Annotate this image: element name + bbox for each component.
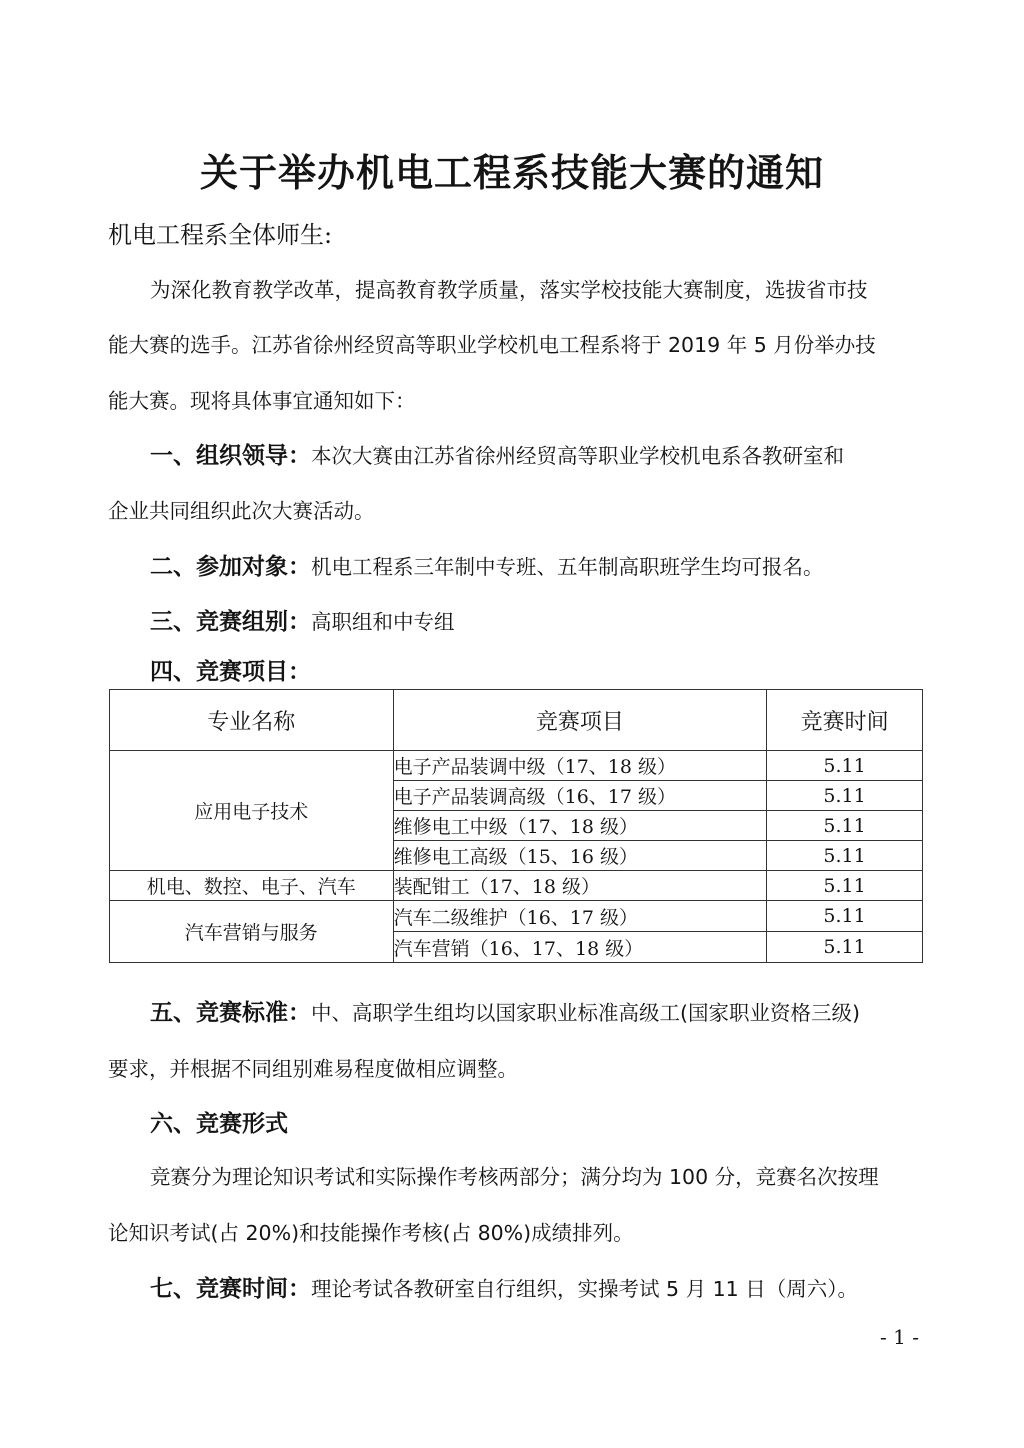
- column-header: 专业名称: [110, 690, 394, 751]
- section-text-continuation: 企业共同组织此次大赛活动。: [108, 499, 375, 523]
- section-text: 理论考试各教研室自行组织，实操考试 5 月 11 日（周六）。: [311, 1277, 858, 1301]
- section-groups: [150, 603, 962, 636]
- time-cell: 5.11: [767, 781, 923, 811]
- section-heading: 七、竞赛时间：: [150, 1276, 311, 1302]
- item-cell: 装配钳工（17、18 级）: [393, 871, 767, 901]
- section-text-continuation: 要求，并根据不同组别难易程度做相应调整。: [108, 1057, 518, 1081]
- section-heading: 六、竞赛形式: [150, 1111, 288, 1137]
- intro-line: 为深化教育教学改革，提高教育教学质量，落实学校技能大赛制度，选拔省市技: [150, 278, 868, 302]
- major-cell: 应用电子技术: [110, 751, 394, 871]
- section-heading: 一、组织领导：: [150, 443, 311, 469]
- competition-table: [109, 689, 923, 963]
- intro-line: 能大赛。现将具体事宜通知如下：: [108, 389, 416, 413]
- time-cell: 5.11: [767, 811, 923, 841]
- item-cell: 汽车营销（16、17、18 级）: [393, 932, 767, 963]
- page-number: - 1 -: [880, 1325, 919, 1349]
- section-standard: [150, 994, 962, 1027]
- item-cell: 维修电工中级（17、18 级）: [393, 811, 767, 841]
- time-cell: 5.11: [767, 871, 923, 901]
- section-participants: [150, 548, 962, 581]
- section-heading: 二、参加对象：: [150, 554, 311, 580]
- section-organization: [150, 437, 962, 470]
- salutation: 机电工程系全体师生:: [108, 221, 333, 249]
- table-row: [110, 901, 923, 932]
- section-text: 中、高职学生组均以国家职业标准高级工(国家职业资格三级): [311, 1001, 860, 1025]
- item-cell: 电子产品装调高级（16、17 级）: [393, 781, 767, 811]
- major-cell: 汽车营销与服务: [110, 901, 394, 963]
- item-cell: 电子产品装调中级（17、18 级）: [393, 751, 767, 781]
- section-heading: 三、竞赛组别：: [150, 609, 311, 635]
- time-cell: 5.11: [767, 751, 923, 781]
- section-text: 高职组和中专组: [311, 610, 455, 634]
- section-text: 本次大赛由江苏省徐州经贸高等职业学校机电系各教研室和: [311, 444, 844, 468]
- time-cell: 5.11: [767, 841, 923, 871]
- item-cell: 汽车二级维护（16、17 级）: [393, 901, 767, 932]
- document-title: 关于举办机电工程系技能大赛的通知: [199, 151, 824, 195]
- intro-line: 能大赛的选手。江苏省徐州经贸高等职业学校机电工程系将于 2019 年 5 月份举办技: [108, 333, 876, 357]
- table-row: [110, 871, 923, 901]
- table-row: [110, 751, 923, 781]
- section-time: [150, 1270, 962, 1303]
- section-text: 机电工程系三年制中专班、五年制高职班学生均可报名。: [311, 555, 824, 579]
- time-cell: 5.11: [767, 932, 923, 963]
- column-header: 竞赛时间: [767, 690, 923, 751]
- section-text: 论知识考试(占 20%)和技能操作考核(占 80%)成绩排列。: [108, 1221, 634, 1245]
- section-text: 竞赛分为理论知识考试和实际操作考核两部分；满分均为 100 分，竞赛名次按理: [150, 1165, 879, 1189]
- major-cell: 机电、数控、电子、汽车: [110, 871, 394, 901]
- section-heading: 五、竞赛标准：: [150, 1000, 311, 1026]
- table-header-row: [110, 690, 923, 751]
- time-cell: 5.11: [767, 901, 923, 932]
- section-items: [150, 653, 962, 686]
- item-cell: 维修电工高级（15、16 级）: [393, 841, 767, 871]
- column-header: 竞赛项目: [393, 690, 767, 751]
- section-heading: 四、竞赛项目：: [150, 659, 311, 685]
- section-format: [150, 1105, 962, 1138]
